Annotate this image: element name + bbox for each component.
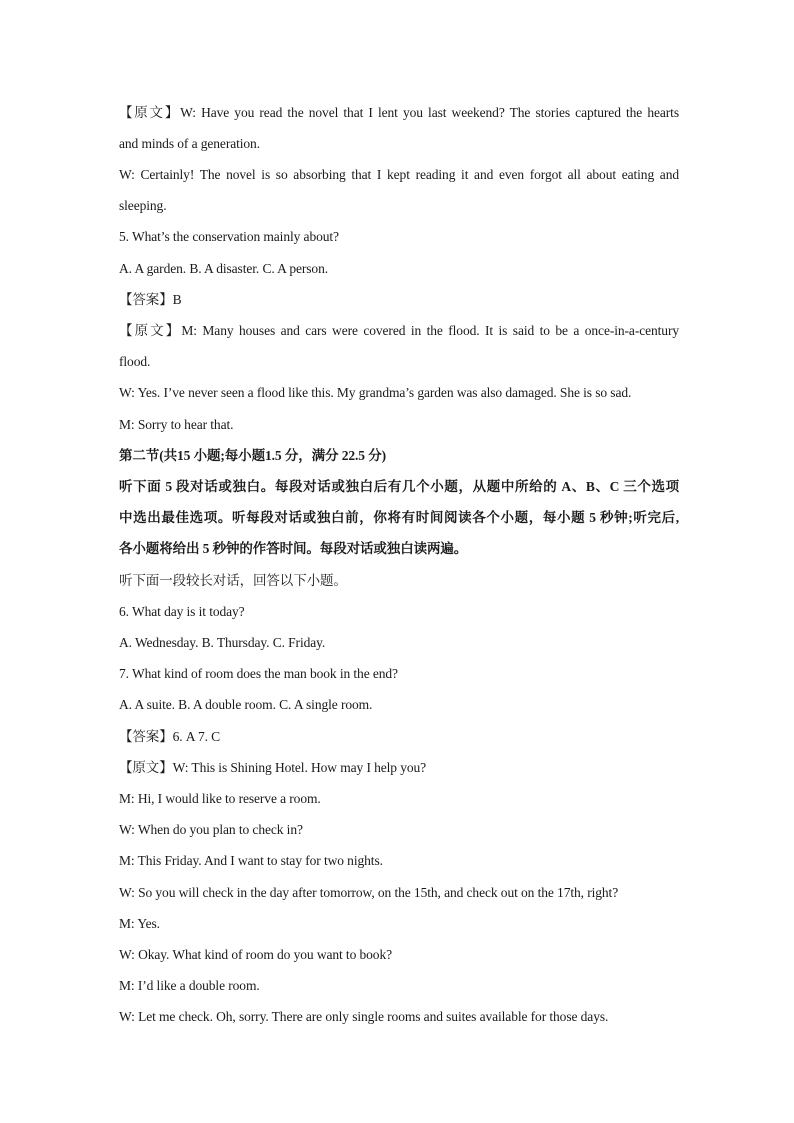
text-line: 【原文】M: Many houses and cars were covered in the flood. It is said to be a once-in-a-century <box>119 323 679 338</box>
prompt-line: 听下面一段较长对话，回答以下小题。 <box>119 573 347 588</box>
text-line: M: Hi, I would like to reserve a room. <box>119 791 321 806</box>
text-line: W: Certainly! The novel is so absorbing that I kept reading it and even forgot all about eating and <box>119 167 679 182</box>
text-line: W: When do you plan to check in? <box>119 822 303 837</box>
options-line: A. A suite. B. A double room. C. A single room. <box>119 697 373 712</box>
text-line: sleeping. <box>119 198 167 213</box>
text-line: W: Yes. I’ve never seen a flood like this. My grandma’s garden was also damaged. She is so sad. <box>119 385 632 400</box>
text-line: M: This Friday. And I want to stay for two nights. <box>119 853 383 868</box>
text-line: W: So you will check in the day after tomorrow, on the 15th, and check out on the 17th, right? <box>119 885 619 900</box>
text-line: M: Yes. <box>119 916 160 931</box>
options-line: A. Wednesday. B. Thursday. C. Friday. <box>119 635 326 650</box>
text-line: 【原文】W: Have you read the novel that I lent you last weekend? The stories captured the hearts <box>119 105 679 120</box>
question-line: 7. What kind of room does the man book in the end? <box>119 666 398 681</box>
text-line: M: Sorry to hear that. <box>119 417 234 432</box>
text-line: 【原文】W: This is Shining Hotel. How may I help you? <box>119 760 427 775</box>
instructions-line: 中选出最佳选项。听每段对话或独白前，你将有时间阅读各个小题，每小题 5 秒钟;听完后, <box>119 510 679 525</box>
text-line: W: Let me check. Oh, sorry. There are only single rooms and suites available for those days. <box>119 1009 609 1024</box>
question-line: 6. What day is it today? <box>119 604 245 619</box>
text-line: W: Okay. What kind of room do you want to book? <box>119 947 392 962</box>
answer-line: 【答案】B <box>119 292 182 307</box>
options-line: A. A garden. B. A disaster. C. A person. <box>119 261 329 276</box>
answer-line: 【答案】6. A 7. C <box>119 729 221 744</box>
text-line: M: I’d like a double room. <box>119 978 260 993</box>
section-heading: 第二节(共15 小题;每小题1.5 分，满分 22.5 分) <box>119 448 386 463</box>
text-line: flood. <box>119 354 151 369</box>
text-line: and minds of a generation. <box>119 136 260 151</box>
instructions-line: 各小题将给出 5 秒钟的作答时间。每段对话或独白读两遍。 <box>119 541 468 556</box>
instructions-line: 听下面 5 段对话或独白。每段对话或独白后有几个小题，从题中所给的 A、B、C 三个选项 <box>119 479 679 494</box>
question-line: 5. What’s the conservation mainly about? <box>119 229 339 244</box>
